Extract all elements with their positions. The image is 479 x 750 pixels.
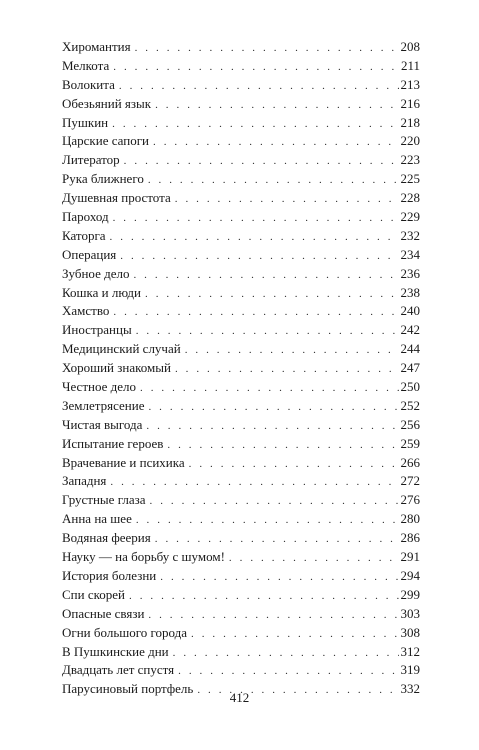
toc-entry-title: Пушкин [62,114,112,133]
dot-leader [175,190,399,209]
dot-leader [148,398,398,417]
dot-leader [136,322,399,341]
toc-entry-title: Чистая выгода [62,416,146,435]
toc-entry-title: Испытание героев [62,435,167,454]
toc-entry [62,491,420,510]
toc-entry-page-number: 259 [399,435,421,454]
dot-leader [135,39,399,58]
dot-leader [173,644,399,663]
toc-entry [62,435,420,454]
dot-leader [153,133,399,152]
dot-leader [150,492,399,511]
toc-entry-title: Мелкота [62,57,113,76]
toc-entry [62,189,420,208]
toc-entry [62,321,420,340]
dot-leader [110,473,398,492]
dot-leader [110,228,399,247]
toc-entry [62,643,420,662]
toc-entry-title: Хороший знакомый [62,359,175,378]
toc-entry-page-number: 213 [399,76,421,95]
toc-entry-page-number: 252 [399,397,421,416]
toc-entry-page-number: 242 [399,321,421,340]
dot-leader [191,625,398,644]
toc-entry-title: Иностранцы [62,321,136,340]
dot-leader [146,417,398,436]
toc-entry [62,340,420,359]
toc-entry [62,284,420,303]
toc-entry-page-number: 312 [399,643,421,662]
toc-entry-title: Волокита [62,76,119,95]
toc-entry-title: Пароход [62,208,113,227]
toc-entry-title: Душевная простота [62,189,175,208]
toc-entry [62,567,420,586]
toc-entry-page-number: 319 [399,661,421,680]
toc-entry-page-number: 303 [399,605,421,624]
toc-entry-page-number: 272 [399,472,421,491]
toc-entry [62,57,420,76]
dot-leader [129,587,399,606]
toc-entry [62,359,420,378]
toc-entry-page-number: 286 [399,529,421,548]
dot-leader [229,549,399,568]
toc-entry-title: Науку — на борьбу с шумом! [62,548,229,567]
toc-entry [62,605,420,624]
toc-entry-title: Зубное дело [62,265,133,284]
toc-entry-title: Медицинский случай [62,340,185,359]
toc-entry-title: Грустные глаза [62,491,150,510]
toc-entry-page-number: 216 [399,95,421,114]
toc-entry-page-number: 229 [399,208,421,227]
toc-entry-page-number: 250 [399,378,421,397]
toc-entry-title: Кошка и люди [62,284,145,303]
dot-leader [155,96,398,115]
toc-entry [62,378,420,397]
toc-entry-page-number: 299 [399,586,421,605]
toc-entry-page-number: 276 [399,491,421,510]
toc-entry-title: Рука ближнего [62,170,148,189]
dot-leader [113,209,399,228]
toc-entry-title: Врачевание и психика [62,454,189,473]
dot-leader [148,606,398,625]
toc-entry-title: Царские сапоги [62,132,153,151]
toc-entry [62,95,420,114]
dot-leader [133,266,398,285]
toc-entry-title: Опасные связи [62,605,148,624]
toc-entry [62,472,420,491]
toc-entry-page-number: 256 [399,416,421,435]
dot-leader [112,115,398,134]
table-of-contents [62,38,420,699]
toc-entry-title: История болезни [62,567,160,586]
toc-entry [62,227,420,246]
dot-leader [189,455,399,474]
dot-leader [178,662,398,681]
toc-entry-title: Огни большого города [62,624,191,643]
page-number: 412 [229,690,250,705]
toc-entry [62,76,420,95]
dot-leader [148,171,399,190]
toc-entry [62,624,420,643]
toc-entry-title: Землетрясение [62,397,148,416]
toc-entry-title: Западня [62,472,110,491]
dot-leader [155,530,399,549]
toc-entry-page-number: 280 [399,510,421,529]
dot-leader [113,58,399,77]
toc-entry-page-number: 228 [399,189,421,208]
toc-entry-title: Водяная феерия [62,529,155,548]
dot-leader [119,77,399,96]
toc-entry-title: Хиромантия [62,38,135,57]
toc-entry-title: Операция [62,246,120,265]
dot-leader [145,285,399,304]
toc-entry-page-number: 225 [399,170,421,189]
toc-entry-page-number: 208 [399,38,421,57]
toc-entry-page-number: 332 [399,680,421,699]
toc-entry-title: Анна на шее [62,510,136,529]
toc-entry-title: Двадцать лет спустя [62,661,178,680]
toc-entry [62,586,420,605]
toc-entry-page-number: 236 [399,265,421,284]
toc-entry-page-number: 240 [399,302,421,321]
toc-entry [62,302,420,321]
dot-leader [175,360,399,379]
toc-entry [62,529,420,548]
toc-entry-page-number: 238 [399,284,421,303]
toc-entry-title: Обезьяний язык [62,95,155,114]
dot-leader [140,379,398,398]
toc-entry-page-number: 291 [399,548,421,567]
toc-entry-page-number: 234 [399,246,421,265]
toc-entry-title: В Пушкинские дни [62,643,173,662]
toc-entry-page-number: 232 [399,227,421,246]
dot-leader [124,152,399,171]
toc-entry-title: Хамство [62,302,113,321]
toc-entry-page-number: 247 [399,359,421,378]
toc-entry-title: Парусиновый портфель [62,680,197,699]
toc-entry-title: Литератор [62,151,124,170]
toc-entry-page-number: 211 [399,57,420,76]
dot-leader [136,511,399,530]
toc-entry-page-number: 218 [399,114,421,133]
dot-leader [113,303,398,322]
toc-entry [62,151,420,170]
toc-entry [62,38,420,57]
toc-entry-page-number: 223 [399,151,421,170]
toc-entry [62,132,420,151]
toc-entry-page-number: 244 [399,340,421,359]
toc-entry [62,510,420,529]
dot-leader [185,341,399,360]
toc-entry-page-number: 220 [399,132,421,151]
toc-entry [62,454,420,473]
toc-entry [62,397,420,416]
toc-entry-page-number: 308 [399,624,421,643]
toc-entry [62,661,420,680]
toc-entry-page-number: 294 [399,567,421,586]
toc-entry [62,265,420,284]
dot-leader [160,568,398,587]
toc-entry [62,208,420,227]
toc-entry [62,114,420,133]
toc-entry-title: Спи скорей [62,586,129,605]
toc-entry [62,170,420,189]
dot-leader [120,247,398,266]
dot-leader [167,436,398,455]
toc-entry [62,246,420,265]
toc-entry [62,548,420,567]
toc-entry-page-number: 266 [399,454,421,473]
toc-entry-title: Каторга [62,227,110,246]
toc-entry-title: Честное дело [62,378,140,397]
toc-entry [62,416,420,435]
